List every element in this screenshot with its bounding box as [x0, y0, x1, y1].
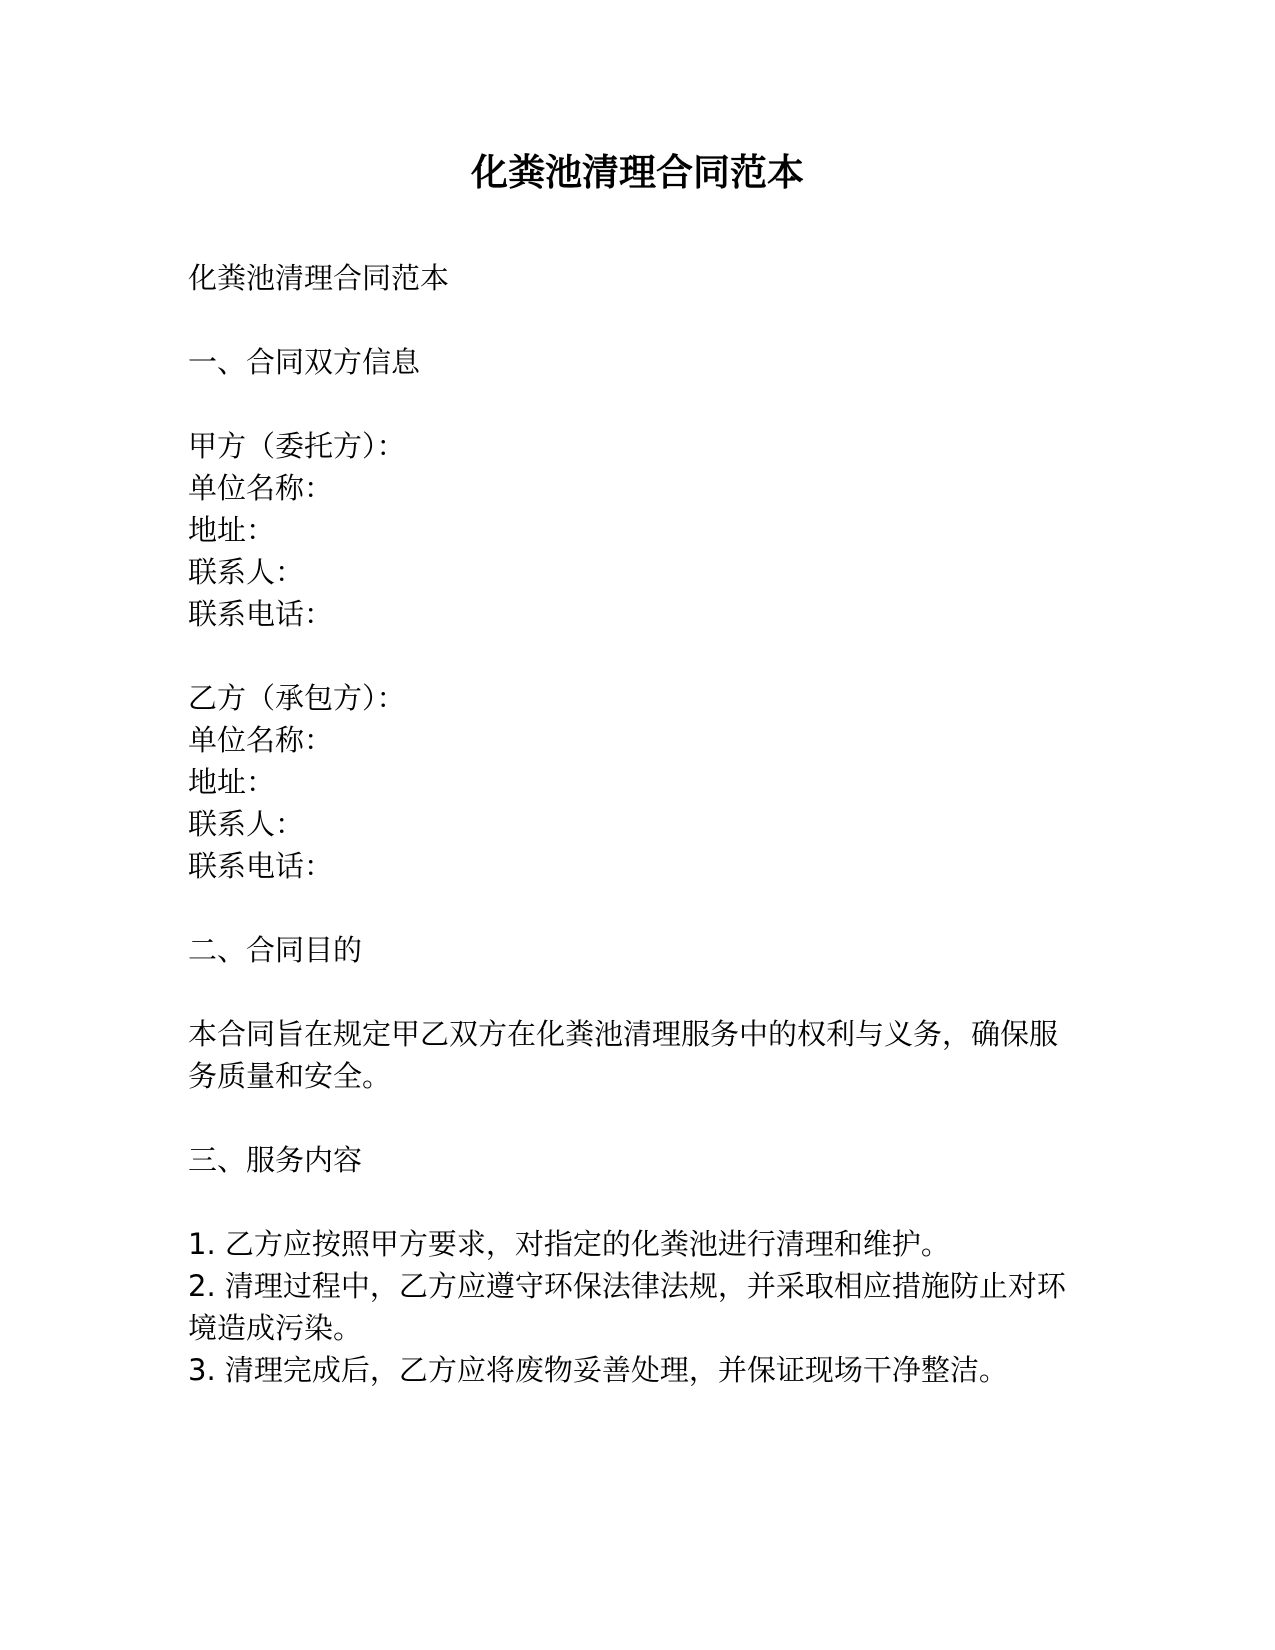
- section2-paragraph-line1: 本合同旨在规定甲乙双方在化粪池清理服务中的权利与义务，确保服: [188, 1017, 1059, 1051]
- party-a-phone: 联系电话：: [188, 597, 334, 631]
- party-b-phone: 联系电话：: [188, 849, 334, 883]
- document-title: 化粪池清理合同范本: [471, 151, 804, 194]
- section2-paragraph-line2: 务质量和安全。: [188, 1059, 392, 1093]
- section3-item2-line2: 境造成污染。: [188, 1311, 363, 1345]
- party-b-unit-name: 单位名称：: [188, 723, 334, 757]
- section3-heading: 三、服务内容: [188, 1143, 363, 1177]
- party-a-address: 地址：: [188, 513, 276, 547]
- party-b-address: 地址：: [188, 765, 276, 799]
- section3-item3: 3. 清理完成后，乙方应将废物妥善处理，并保证现场干净整洁。: [188, 1353, 1008, 1387]
- section1-heading: 一、合同双方信息: [188, 345, 421, 379]
- section2-heading: 二、合同目的: [188, 933, 363, 967]
- party-a-label: 甲方（委托方）：: [188, 429, 406, 463]
- section3-item1: 1. 乙方应按照甲方要求，对指定的化粪池进行清理和维护。: [188, 1227, 950, 1261]
- party-a-contact: 联系人：: [188, 555, 305, 589]
- party-b-label: 乙方（承包方）：: [188, 681, 406, 715]
- document-subtitle: 化粪池清理合同范本: [188, 261, 450, 295]
- party-b-contact: 联系人：: [188, 807, 305, 841]
- section3-item2-line1: 2. 清理过程中，乙方应遵守环保法律法规，并采取相应措施防止对环: [188, 1269, 1066, 1303]
- party-a-unit-name: 单位名称：: [188, 471, 334, 505]
